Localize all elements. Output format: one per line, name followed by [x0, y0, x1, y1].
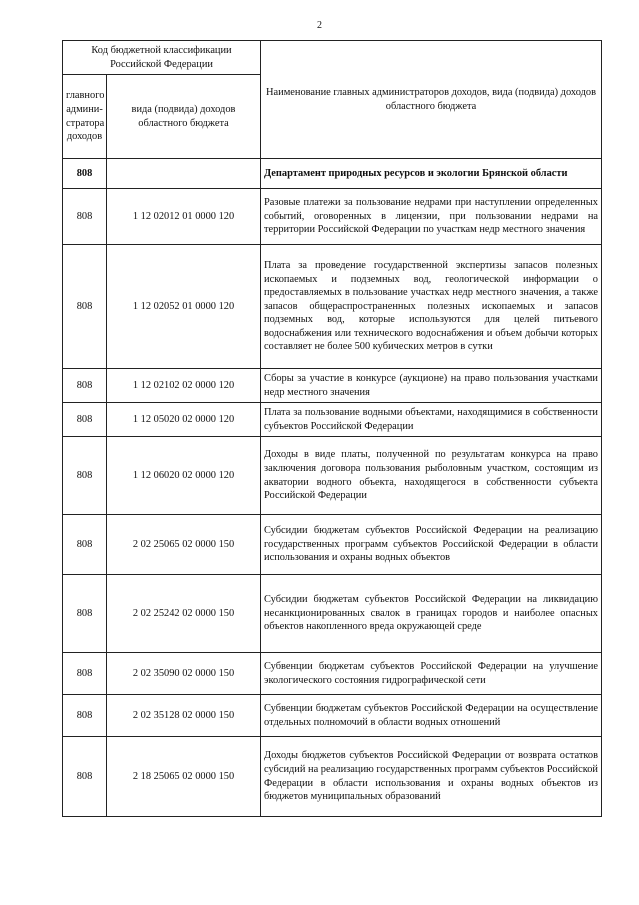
income-code-cell: 1 12 06020 02 0000 120: [107, 437, 261, 515]
table-row: [63, 437, 602, 515]
income-code-cell: 2 02 35090 02 0000 150: [107, 653, 261, 695]
admin-code-cell: 808: [63, 515, 107, 575]
table-row: [63, 575, 602, 653]
admin-code-cell: 808: [63, 437, 107, 515]
income-name-cell: Субвенции бюджетам субъектов Российской Федерации на осуществление отдельных полномочий в области водных отношений: [261, 695, 602, 737]
income-name-cell: Субсидии бюджетам субъектов Российской Федерации на реализацию государственных программ субъектов Российской Федерации в области использования и охраны водных объектов: [261, 515, 602, 575]
header-group-title: Код бюджетной классификации Российской Федерации: [63, 41, 261, 75]
table-row: [63, 245, 602, 369]
table-row: [63, 695, 602, 737]
income-name-cell: Сборы за участие в конкурсе (аукционе) на право пользования участками недр местного значения: [261, 369, 602, 403]
income-name-cell: Плата за проведение государственной экспертизы запасов полезных ископаемых и подземных вод, геологической информации о предоставляемых в пользование участках недр местного значения, а также запасов общераспространенных полезных ископаемых и запасов подземных вод, которые используются для целей питьевого водоснабжения или технического водоснабжения и объем добычи которых составляет не более 500 кубических метров в сутки: [261, 245, 602, 369]
income-code-cell: [107, 159, 261, 189]
admin-code-cell: 808: [63, 245, 107, 369]
table-row: [63, 159, 602, 189]
header-row-group: [63, 41, 602, 75]
table-row: [63, 515, 602, 575]
header-col-name: Наименование главных администраторов доходов, вида (подвида) доходов областного бюджета: [261, 41, 602, 159]
table-row: [63, 403, 602, 437]
header-col-type: вида (подвида) доходов областного бюджета: [107, 75, 261, 159]
income-name-cell: Субсидии бюджетам субъектов Российской Федерации на ликвидацию несанкционированных свалок в границах городов и наиболее опасных объектов накопленного вреда окружающей среде: [261, 575, 602, 653]
income-code-cell: 1 12 02012 01 0000 120: [107, 189, 261, 245]
admin-code-cell: 808: [63, 653, 107, 695]
income-code-cell: 2 02 35128 02 0000 150: [107, 695, 261, 737]
income-code-cell: 2 02 25242 02 0000 150: [107, 575, 261, 653]
admin-code-cell: 808: [63, 159, 107, 189]
income-code-cell: 1 12 02102 02 0000 120: [107, 369, 261, 403]
page-number: 2: [317, 20, 322, 31]
income-name-cell: Разовые платежи за пользование недрами при наступлении определенных событий, оговоренных в лицензии, при пользовании недрами на территории Российской Федерации по участкам недр местного значения: [261, 189, 602, 245]
income-name-cell: Департамент природных ресурсов и экологии Брянской области: [261, 159, 602, 189]
admin-code-cell: 808: [63, 403, 107, 437]
budget-classification-table: [62, 40, 602, 817]
income-name-cell: Доходы бюджетов субъектов Российской Федерации от возврата остатков субсидий на реализацию государственных программ субъектов Российской Федерации в области использования и охраны водных объектов из бюджетов муниципальных образований: [261, 737, 602, 817]
admin-code-cell: 808: [63, 369, 107, 403]
income-name-cell: Доходы в виде платы, полученной по результатам конкурса на право заключения договора пользования рыболовным участком, состоящим из акватории водного объекта, находящегося в собственности субъекта Российской Федерации: [261, 437, 602, 515]
table-row: [63, 653, 602, 695]
admin-code-cell: 808: [63, 737, 107, 817]
income-code-cell: 1 12 02052 01 0000 120: [107, 245, 261, 369]
income-name-cell: Плата за пользование водными объектами, находящимися в собственности субъектов Российской Федерации: [261, 403, 602, 437]
admin-code-cell: 808: [63, 189, 107, 245]
table-row: [63, 737, 602, 817]
income-name-cell: Субвенции бюджетам субъектов Российской Федерации на улучшение экологического состояния гидрографической сети: [261, 653, 602, 695]
admin-code-cell: 808: [63, 695, 107, 737]
income-code-cell: 2 02 25065 02 0000 150: [107, 515, 261, 575]
admin-code-cell: 808: [63, 575, 107, 653]
income-code-cell: 1 12 05020 02 0000 120: [107, 403, 261, 437]
table-row: [63, 189, 602, 245]
table-row: [63, 369, 602, 403]
income-code-cell: 2 18 25065 02 0000 150: [107, 737, 261, 817]
header-col-admin: главного админи-стратора доходов: [63, 75, 107, 159]
